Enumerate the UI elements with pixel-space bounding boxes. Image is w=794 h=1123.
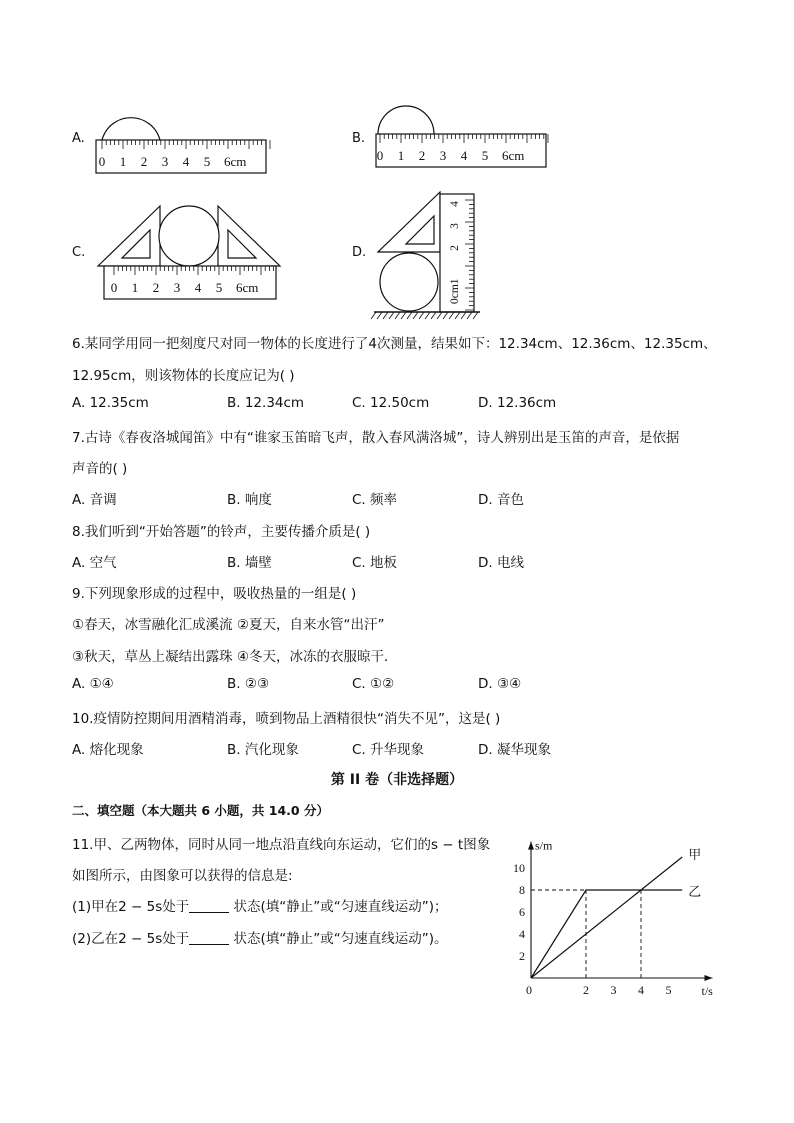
y-axis-label: s/m xyxy=(535,838,553,853)
ruler-tick-label: 5 xyxy=(203,154,211,169)
q11-stem-line2: 如图所示，由图象可以获得的信息是: xyxy=(72,868,293,884)
q11-part2 xyxy=(72,927,448,947)
ruler-tick-label: 2 xyxy=(140,154,148,169)
q9-option-d[interactable]: D. ③④ xyxy=(478,676,522,692)
option-d-label: D. xyxy=(352,245,367,260)
ruler-tick-label: 2 xyxy=(418,148,426,163)
series-line-jia xyxy=(531,857,682,978)
q6-option-b[interactable]: B. 12.34cm xyxy=(227,395,305,411)
q11-stem-line1: 11.甲、乙两物体，同时从同一地点沿直线向东运动，它们的s − t图象 xyxy=(72,837,491,853)
q6-option-d[interactable]: D. 12.36cm xyxy=(478,395,557,411)
y-tick-label: 10 xyxy=(513,861,525,875)
q11-part1 xyxy=(72,895,448,915)
q11-part1-prefix: (1)甲在2 − 5s处于 xyxy=(72,899,190,915)
q6-stem-line2: 12.95cm，则该物体的长度应记为( ) xyxy=(72,368,295,384)
vruler-tick-label: 3 xyxy=(449,223,461,229)
figure-b-ruler-semicircle xyxy=(370,98,550,178)
x-axis-arrow xyxy=(705,975,713,981)
q11-part2-blank[interactable] xyxy=(189,932,229,945)
ruler-tick-label: 4 xyxy=(194,280,202,295)
ruler-tick-label: 6cm xyxy=(224,154,247,169)
s-t-chart xyxy=(505,826,735,1001)
x-tick-label: 0 xyxy=(526,983,532,997)
vruler-tick-label: 0cm1 xyxy=(449,278,461,304)
ruler-tick-label: 2 xyxy=(152,280,160,295)
q10-option-c[interactable]: C. 升华现象 xyxy=(352,742,425,758)
q9-option-c[interactable]: C. ①② xyxy=(352,676,395,692)
figure-d-vertical-ruler xyxy=(370,186,490,322)
q10-option-d[interactable]: D. 凝华现象 xyxy=(478,742,551,758)
q9-items-3-4: ③秋天，草丛上凝结出露珠 ④冬天，冰冻的衣服晾干． xyxy=(72,649,398,665)
ruler-tick-label: 6cm xyxy=(236,280,259,295)
q7-option-b[interactable]: B. 响度 xyxy=(227,492,272,508)
y-tick-label: 8 xyxy=(519,883,525,897)
q7-stem-line2: 声音的( ) xyxy=(72,461,128,477)
ruler-tick-label: 0 xyxy=(98,154,106,169)
q10-stem: 10.疫情防控期间用酒精消毒，喷到物品上酒精很快“消失不见”，这是( ) xyxy=(72,711,501,727)
q7-option-c[interactable]: C. 频率 xyxy=(352,492,398,508)
figure-c-triangles-circle xyxy=(92,198,292,306)
section-subtitle: 二、填空题（本大题共 6 小题，共 14.0 分） xyxy=(72,803,329,818)
y-tick-label: 2 xyxy=(519,949,525,963)
ruler-tick-label: 4 xyxy=(460,148,468,163)
figure-a-ruler-semicircle xyxy=(92,98,272,178)
ruler-tick-label: 5 xyxy=(215,280,223,295)
q8-stem: 8.我们听到“开始答题”的铃声，主要传播介质是( ) xyxy=(72,524,371,540)
ruler-tick-label: 0 xyxy=(110,280,118,295)
x-tick-label: 2 xyxy=(583,983,589,997)
q11-part1-suffix: 状态(填“静止”或“匀速直线运动”)； xyxy=(233,899,448,915)
ruler-tick-label: 3 xyxy=(173,280,181,295)
ruler-tick-label: 1 xyxy=(397,148,405,163)
q11-part2-prefix: (2)乙在2 − 5s处于 xyxy=(72,931,190,947)
ruler-tick-label: 6cm xyxy=(502,148,525,163)
vruler-tick-label: 2 xyxy=(449,245,461,251)
q8-option-b[interactable]: B. 墙壁 xyxy=(227,555,272,571)
y-tick-label: 6 xyxy=(519,905,525,919)
q8-option-c[interactable]: C. 地板 xyxy=(352,555,398,571)
q9-option-a[interactable]: A. ①④ xyxy=(72,676,114,692)
q7-option-d[interactable]: D. 音色 xyxy=(478,492,524,508)
q7-option-a[interactable]: A. 音调 xyxy=(72,492,117,508)
q9-items-1-2: ①春天，冰雪融化汇成溪流 ②夏天，自来水管“出汗” xyxy=(72,617,385,633)
series-label-jia: 甲 xyxy=(688,847,702,862)
q8-option-d[interactable]: D. 电线 xyxy=(478,555,524,571)
option-c-label: C. xyxy=(72,245,86,260)
ruler-tick-label: 1 xyxy=(119,154,127,169)
q6-option-a[interactable]: A. 12.35cm xyxy=(72,395,149,411)
q6-stem-line1: 6.某同学用同一把刻度尺对同一物体的长度进行了4次测量，结果如下：12.34cm、12.36cm、12.35cm、 xyxy=(72,336,717,352)
ruler-tick-label: 4 xyxy=(182,154,190,169)
ruler-tick-label: 0 xyxy=(376,148,384,163)
series-label-yi: 乙 xyxy=(688,884,702,899)
q11-part1-blank[interactable] xyxy=(189,900,229,913)
section-title: 第 II 卷（非选择题） xyxy=(330,772,464,788)
q11-part2-suffix: 状态(填“静止”或“匀速直线运动”)。 xyxy=(233,931,448,947)
q6-option-c[interactable]: C. 12.50cm xyxy=(352,395,430,411)
q10-option-b[interactable]: B. 汽化现象 xyxy=(227,742,299,758)
q9-stem: 9.下列现象形成的过程中，吸收热量的一组是( ) xyxy=(72,586,357,602)
q7-stem-line1: 7.古诗《春夜洛城闻笛》中有“谁家玉笛暗飞声，散入春风满洛城”，诗人辨别出是玉笛的声音，是依据 xyxy=(72,430,680,446)
y-axis-arrow xyxy=(528,842,534,850)
y-tick-label: 4 xyxy=(519,927,525,941)
series-line-yi xyxy=(531,890,682,978)
q8-option-a[interactable]: A. 空气 xyxy=(72,555,117,571)
ruler-tick-label: 3 xyxy=(439,148,447,163)
x-tick-label: 5 xyxy=(665,983,672,997)
option-b-label: B. xyxy=(352,131,366,146)
x-tick-label: 4 xyxy=(638,983,644,997)
ruler-tick-label: 5 xyxy=(481,148,489,163)
x-axis-label: t/s xyxy=(701,984,713,998)
ruler-tick-label: 3 xyxy=(161,154,169,169)
q9-option-b[interactable]: B. ②③ xyxy=(227,676,270,692)
option-a-label: A. xyxy=(72,131,85,146)
ruler-tick-label: 1 xyxy=(131,280,139,295)
vruler-tick-label: 4 xyxy=(449,201,461,207)
x-tick-label: 3 xyxy=(610,983,617,997)
q10-option-a[interactable]: A. 熔化现象 xyxy=(72,742,144,758)
